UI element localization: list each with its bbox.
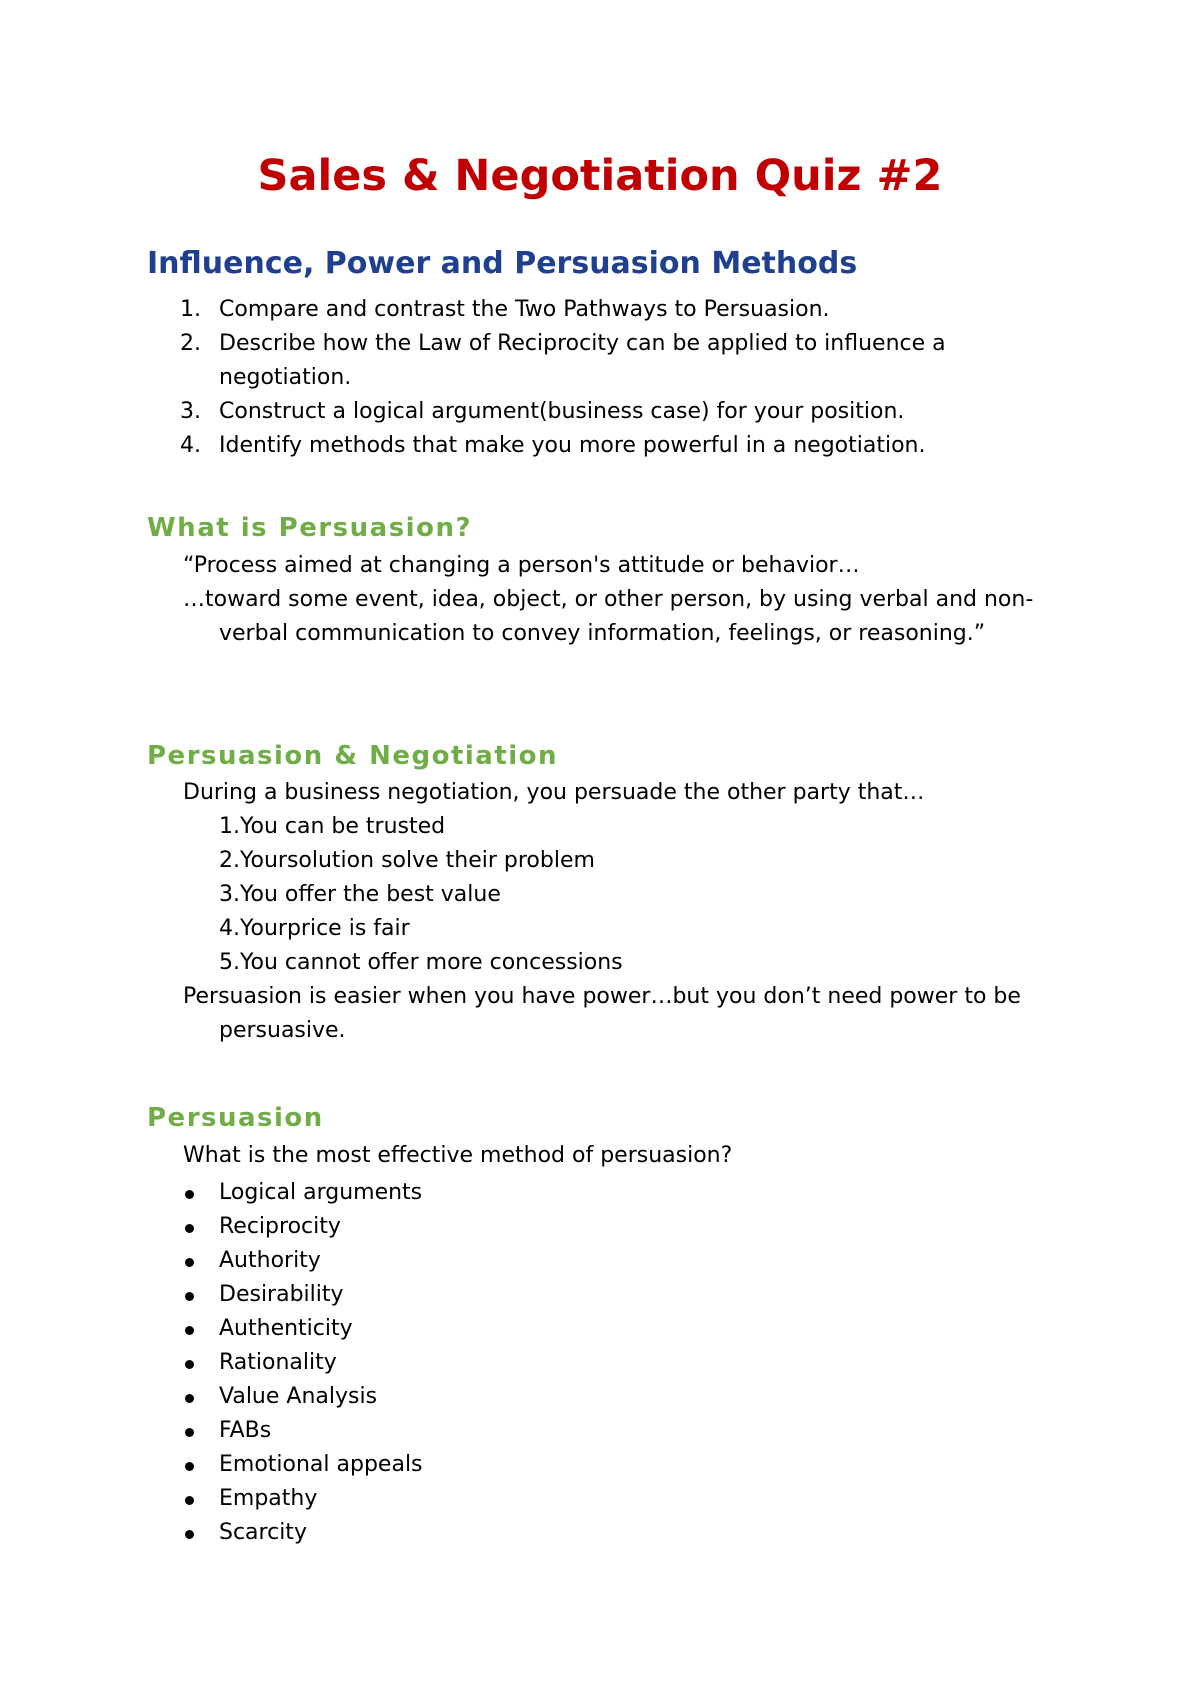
list-item	[147, 1448, 423, 1482]
list-item	[147, 327, 1047, 395]
list-item	[147, 1278, 423, 1312]
list-item: 2.Yoursolution solve their problem	[219, 848, 595, 873]
question-text: What is the most effective method of persuasion?	[183, 1143, 733, 1168]
list-item	[147, 1210, 423, 1244]
list-item	[147, 1482, 423, 1516]
definition-block	[183, 549, 1063, 651]
persuasion-points-list	[183, 810, 1063, 980]
list-number: 2.	[180, 331, 201, 356]
bullet-icon	[185, 1530, 194, 1539]
list-item-text: Empathy	[219, 1486, 318, 1511]
list-number: 4.	[180, 433, 201, 458]
bullet-icon	[185, 1496, 194, 1505]
list-item	[147, 1380, 423, 1414]
list-item-text: Rationality	[219, 1350, 337, 1375]
list-item	[147, 293, 1047, 327]
list-number: 3.	[180, 399, 201, 424]
persuasion-methods-list	[147, 1176, 423, 1550]
list-item-text: Describe how the Law of Reciprocity can be applied to influence a negotiation.	[219, 331, 946, 390]
definition-line-2: …toward some event, idea, object, or other person, by using verbal and non-verbal communication to convey information, feelings, or reasoning.”	[183, 587, 1034, 646]
list-item-text: Emotional appeals	[219, 1452, 423, 1477]
list-item-text: Reciprocity	[219, 1214, 341, 1239]
list-item-text: Construct a logical argument(business case) for your position.	[219, 399, 905, 424]
list-item-text: Desirability	[219, 1282, 344, 1307]
list-item-text: FABs	[219, 1418, 272, 1443]
list-item	[147, 395, 1047, 429]
list-item-text: Identify methods that make you more powerful in a negotiation.	[219, 433, 926, 458]
list-item: 3.You offer the best value	[219, 882, 501, 907]
list-item	[147, 1312, 423, 1346]
list-item-text: Scarcity	[219, 1520, 307, 1545]
bullet-icon	[185, 1224, 194, 1233]
list-item-text: Compare and contrast the Two Pathways to Persuasion.	[219, 297, 830, 322]
list-item: 1.You can be trusted	[219, 814, 446, 839]
bullet-icon	[185, 1326, 194, 1335]
document-title: Sales & Negotiation Quiz #2	[257, 151, 943, 201]
bullet-icon	[185, 1190, 194, 1199]
list-item-text: Logical arguments	[219, 1180, 423, 1205]
list-item	[147, 1516, 423, 1550]
persuasion-negotiation-block	[183, 776, 1063, 1048]
list-item	[147, 1244, 423, 1278]
list-item	[147, 1176, 423, 1210]
intro-text: During a business negotiation, you persuade the other party that…	[183, 780, 925, 805]
bullet-icon	[185, 1360, 194, 1369]
list-item	[147, 1346, 423, 1380]
list-item-text: Authenticity	[219, 1316, 353, 1341]
bullet-icon	[185, 1258, 194, 1267]
list-item	[147, 429, 1047, 463]
outro-text: Persuasion is easier when you have power…but you don’t need power to be persuasive.	[183, 984, 1021, 1043]
list-item	[147, 1414, 423, 1448]
definition-line-1: “Process aimed at changing a person's attitude or behavior…	[183, 553, 860, 578]
list-number: 1.	[180, 297, 201, 322]
section-heading-influence: Influence, Power and Persuasion Methods	[147, 246, 858, 281]
section-heading-persuasion: Persuasion	[147, 1103, 324, 1133]
learning-objectives-list	[147, 293, 1047, 463]
bullet-icon	[185, 1462, 194, 1471]
bullet-icon	[185, 1394, 194, 1403]
list-item-text: Authority	[219, 1248, 321, 1273]
list-item-text: Value Analysis	[219, 1384, 378, 1409]
bullet-icon	[185, 1428, 194, 1437]
section-heading-what-is-persuasion: What is Persuasion?	[147, 513, 473, 543]
list-item: 5.You cannot offer more concessions	[219, 950, 623, 975]
list-item: 4.Yourprice is fair	[219, 916, 410, 941]
bullet-icon	[185, 1292, 194, 1301]
section-heading-persuasion-negotiation: Persuasion & Negotiation	[147, 741, 559, 771]
